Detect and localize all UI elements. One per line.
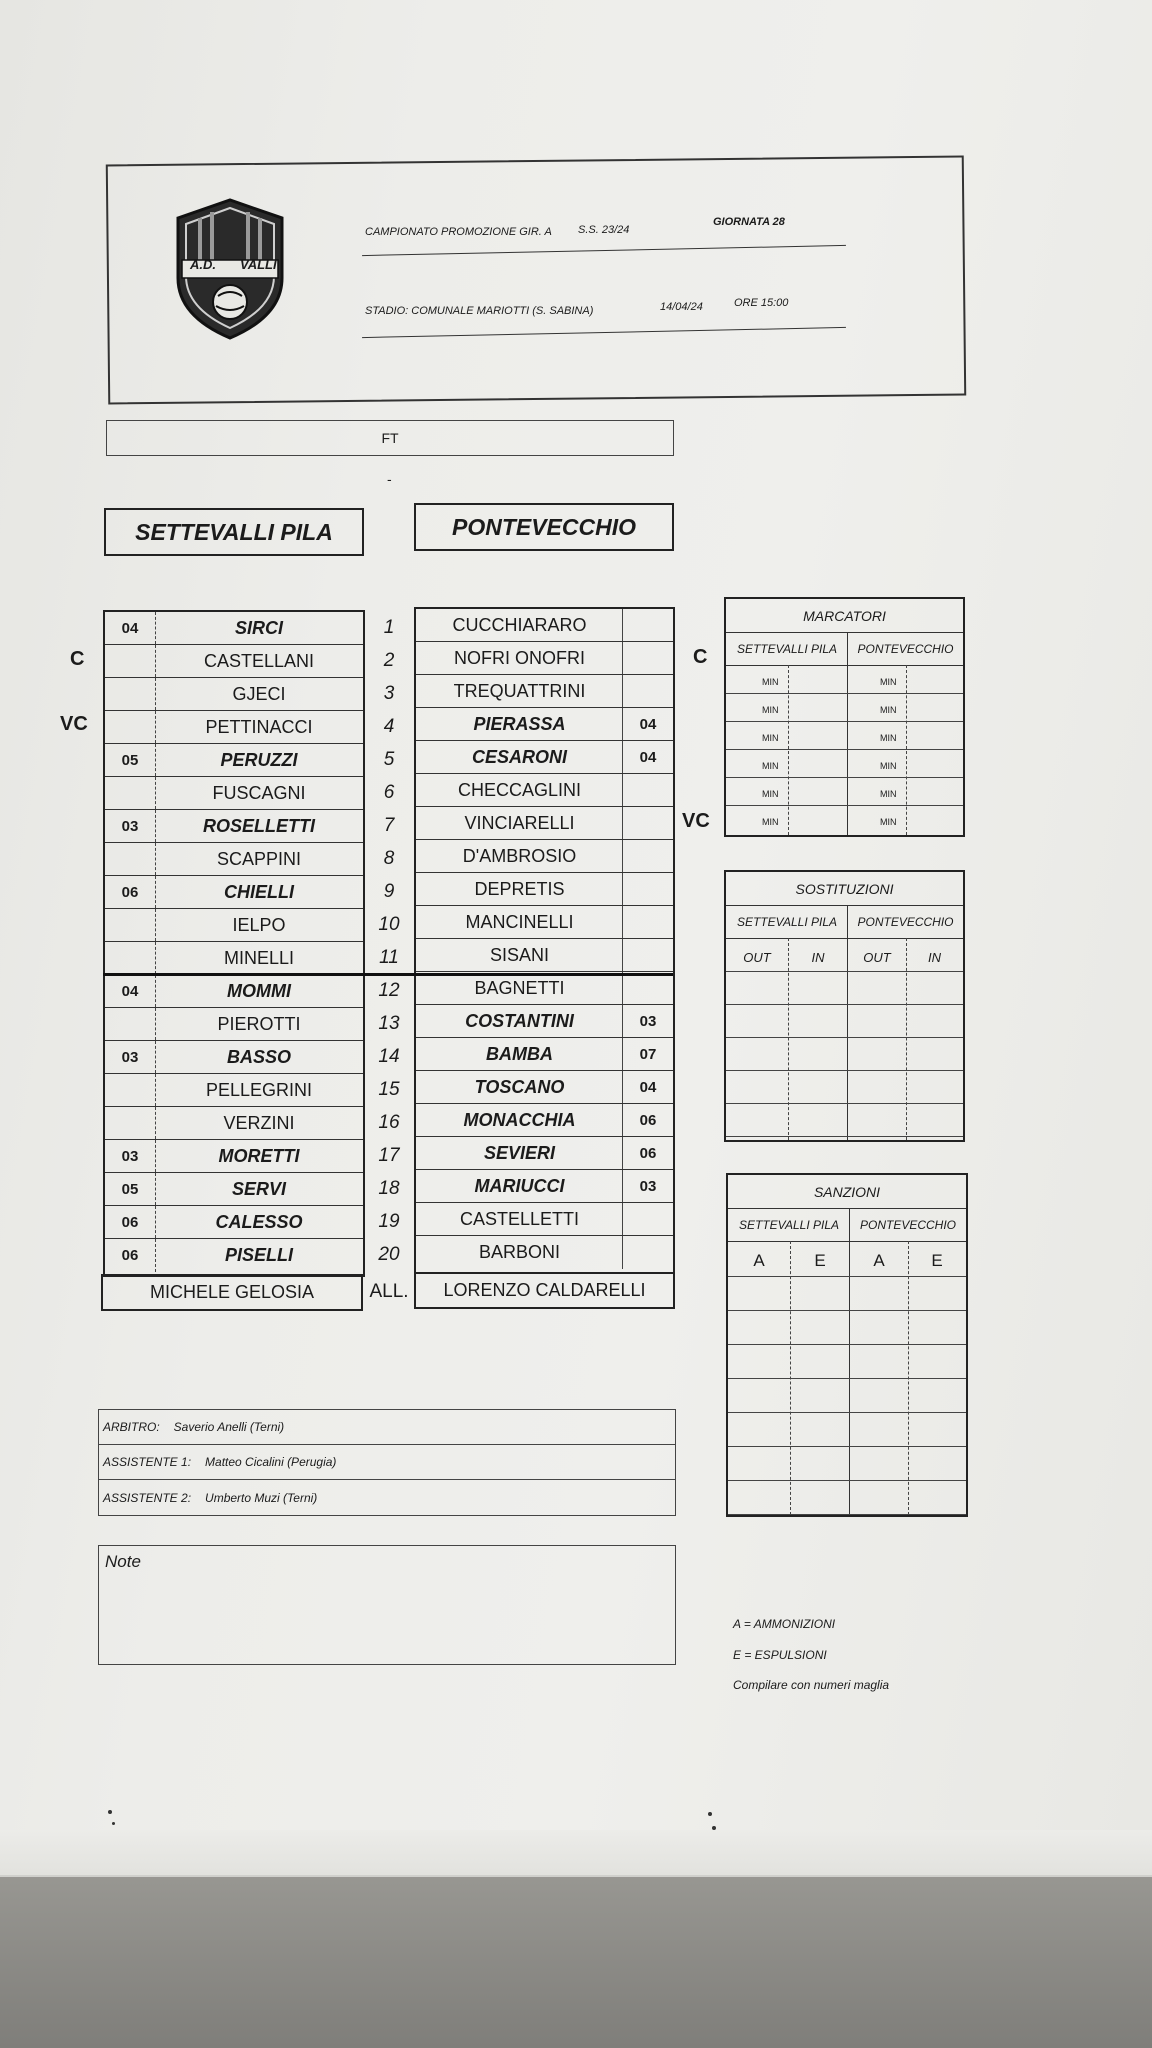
punch-mark — [108, 1810, 112, 1814]
player-name: SCAPPINI — [216, 848, 302, 869]
home-player-row — [105, 645, 363, 678]
card-count — [622, 840, 673, 872]
card-count — [105, 1008, 156, 1040]
jersey-number: 11 — [379, 947, 399, 968]
away-player-row — [416, 675, 673, 708]
minute-label: MIN — [762, 677, 779, 687]
jersey-number: 14 — [378, 1046, 400, 1067]
player-name: BASSO — [226, 1046, 291, 1067]
legend-ammonizioni: A = AMMONIZIONI — [733, 1617, 836, 1631]
player-name: CHECCAGLINI — [457, 779, 582, 800]
card-count: 06 — [622, 1137, 673, 1169]
sanctions-row-line — [728, 1480, 966, 1481]
minute-label: MIN — [762, 705, 779, 715]
away-player-row — [416, 642, 673, 675]
season: S.S. 23/24 — [578, 224, 630, 236]
jersey-number: 3 — [383, 683, 395, 704]
away-player-row — [416, 1137, 673, 1170]
away-player-row — [416, 1236, 673, 1269]
card-count — [622, 675, 673, 707]
away-player-row — [416, 1071, 673, 1104]
card-count — [105, 909, 156, 941]
table-surface — [0, 1860, 1152, 2048]
card-count: 07 — [622, 1038, 673, 1070]
logo-text-valli: VALLI — [240, 257, 277, 272]
home-captain-label: C — [70, 648, 85, 670]
sanctions-title: SANZIONI — [728, 1175, 966, 1209]
subs-away-col: PONTEVECCHIO — [848, 905, 963, 939]
card-count: 04 — [622, 1071, 673, 1103]
minute-label: MIN — [880, 705, 897, 715]
away-player-row — [416, 1005, 673, 1038]
home-player-row — [105, 1074, 363, 1107]
home-player-row — [105, 1041, 363, 1074]
minute-label: MIN — [880, 733, 897, 743]
scorer-row-line — [726, 805, 963, 806]
assistant-2-label: ASSISTENTE 2: — [103, 1490, 192, 1505]
notes-box — [98, 1545, 676, 1665]
scorers-home-dash — [788, 665, 789, 835]
minute-label: MIN — [880, 761, 897, 771]
card-count — [622, 939, 673, 971]
card-count — [105, 942, 156, 974]
card-count — [622, 873, 673, 905]
away-captain-label: C — [693, 646, 708, 668]
player-name: PIERASSA — [473, 713, 566, 734]
jersey-number: 13 — [378, 1013, 400, 1034]
sanctions-row-line — [728, 1514, 966, 1515]
sanctions-row-line — [728, 1276, 966, 1277]
player-name: CHIELLI — [224, 881, 294, 902]
card-count — [622, 807, 673, 839]
scorers-panel — [724, 597, 965, 837]
legend-instructions: Compilare con numeri maglia — [733, 1678, 890, 1692]
player-name: VINCIARELLI — [464, 812, 575, 833]
home-player-row — [105, 1206, 363, 1239]
subs-home-in: IN — [811, 950, 825, 965]
home-player-row — [105, 1008, 363, 1041]
minute-label: MIN — [762, 733, 779, 743]
minute-label: MIN — [880, 789, 897, 799]
home-player-row — [105, 1239, 363, 1272]
card-count: 06 — [105, 1239, 156, 1272]
jersey-number: 5 — [383, 749, 395, 770]
jersey-number: 7 — [383, 815, 395, 836]
player-name: PIEROTTI — [217, 1013, 301, 1034]
punch-mark — [712, 1826, 716, 1830]
referee-name: Saverio Anelli (Terni) — [173, 1420, 285, 1434]
away-player-row — [416, 774, 673, 807]
away-team-name: PONTEVECCHIO — [414, 503, 674, 551]
league-name: CAMPIONATO PROMOZIONE GIR. A — [365, 226, 552, 238]
card-count: 05 — [105, 1173, 156, 1205]
player-name: COSTANTINI — [465, 1010, 574, 1031]
home-vice-captain-label: VC — [60, 713, 88, 735]
player-name: MONACCHIA — [463, 1109, 576, 1130]
subs-away-dash — [906, 938, 907, 1140]
sanctions-row-line — [728, 1378, 966, 1379]
card-count — [105, 645, 156, 677]
jersey-number: 16 — [378, 1112, 400, 1133]
jersey-number: 19 — [378, 1211, 400, 1232]
card-count: 04 — [622, 708, 673, 740]
jersey-number: 17 — [378, 1145, 400, 1166]
card-count: 06 — [622, 1104, 673, 1136]
home-player-row — [105, 810, 363, 843]
jersey-number: 8 — [383, 848, 395, 869]
card-count — [105, 711, 156, 743]
minute-label: MIN — [880, 677, 897, 687]
home-player-row — [105, 843, 363, 876]
home-player-row — [105, 711, 363, 744]
assistant-1-name: Matteo Cicalini (Perugia) — [205, 1455, 337, 1469]
card-count — [622, 1236, 673, 1269]
player-name: D'AMBROSIO — [462, 845, 577, 866]
home-player-row — [105, 975, 363, 1008]
minute-label: MIN — [762, 761, 779, 771]
player-name: MOMMI — [227, 980, 291, 1001]
card-count — [622, 609, 673, 641]
card-count: 03 — [622, 1005, 673, 1037]
away-player-row — [416, 906, 673, 939]
jersey-number: 4 — [383, 716, 395, 737]
minute-label: MIN — [762, 817, 779, 827]
jersey-number: 12 — [378, 980, 400, 1001]
starters-bench-divider — [103, 973, 673, 976]
card-count — [105, 678, 156, 710]
card-count: 03 — [105, 1041, 156, 1073]
away-vice-captain-label: VC — [682, 810, 710, 832]
assistant-1-row — [99, 1445, 675, 1480]
card-count — [622, 1203, 673, 1235]
card-count: 03 — [622, 1170, 673, 1202]
card-count: 06 — [105, 1206, 156, 1238]
scorers-home-col: SETTEVALLI PILA — [726, 632, 848, 666]
player-name: TOSCANO — [474, 1076, 565, 1097]
card-count: 03 — [105, 1140, 156, 1172]
subs-title: SOSTITUZIONI — [726, 872, 963, 906]
home-player-row — [105, 777, 363, 810]
subs-row-line — [726, 1004, 963, 1005]
player-name: IELPO — [232, 914, 286, 935]
away-roster — [414, 607, 675, 1274]
scorers-title: MARCATORI — [726, 599, 963, 633]
player-name: CASTELLETTI — [459, 1208, 580, 1229]
card-count: 06 — [105, 876, 156, 908]
sanctions-row-line — [728, 1446, 966, 1447]
player-name: NOFRI ONOFRI — [454, 647, 585, 668]
player-name: BAMBA — [486, 1043, 553, 1064]
subs-row-line — [726, 1103, 963, 1104]
away-player-row — [416, 708, 673, 741]
notes-label: Note — [105, 1552, 141, 1571]
subs-row-line — [726, 1070, 963, 1071]
sanctions-home-e: E — [814, 1251, 826, 1270]
player-name: FUSCAGNI — [212, 782, 306, 803]
player-name: DEPRETIS — [474, 878, 565, 899]
player-name: BAGNETTI — [474, 977, 565, 998]
subs-row-line — [726, 1136, 963, 1137]
match-date: 14/04/24 — [660, 301, 703, 313]
scorer-row-line — [726, 693, 963, 694]
punch-mark — [112, 1822, 115, 1825]
player-name: PETTINACCI — [205, 716, 313, 737]
player-name: SIRCI — [234, 617, 283, 638]
home-player-row — [105, 744, 363, 777]
card-count — [105, 843, 156, 875]
card-count — [622, 774, 673, 806]
result-status: FT — [381, 430, 399, 446]
player-name: PISELLI — [224, 1245, 293, 1265]
referee-row — [99, 1410, 675, 1445]
logo-text-ad: A.D. — [190, 257, 216, 272]
player-name: MARIUCCI — [474, 1175, 565, 1196]
stadium: STADIO: COMUNALE MARIOTTI (S. SABINA) — [365, 305, 594, 317]
jersey-number: 1 — [383, 617, 395, 638]
player-name: PELLEGRINI — [205, 1079, 313, 1100]
punch-mark — [708, 1812, 712, 1816]
home-player-row — [105, 678, 363, 711]
subs-row-line — [726, 971, 963, 972]
away-player-row — [416, 939, 673, 972]
subs-away-out: OUT — [863, 950, 891, 965]
card-count — [622, 972, 673, 1004]
player-name: SISANI — [489, 944, 550, 965]
score-separator: - — [387, 471, 392, 487]
home-team-name: SETTEVALLI PILA — [104, 508, 364, 556]
away-player-row — [416, 1038, 673, 1071]
away-player-row — [416, 1203, 673, 1236]
card-count — [105, 1074, 156, 1106]
sanctions-away-a: A — [873, 1251, 885, 1270]
home-player-row — [105, 942, 363, 975]
assistant-1-label: ASSISTENTE 1: — [103, 1455, 192, 1469]
player-name: MORETTI — [218, 1145, 300, 1166]
home-roster — [103, 610, 365, 1277]
home-player-row — [105, 1140, 363, 1173]
sanctions-row-line — [728, 1412, 966, 1413]
scorers-away-col: PONTEVECCHIO — [848, 632, 963, 666]
scorer-row-line — [726, 721, 963, 722]
sanctions-home-col: SETTEVALLI PILA — [728, 1208, 850, 1242]
minute-label: MIN — [762, 789, 779, 799]
assistant-2-name: Umberto Muzi (Terni) — [205, 1490, 318, 1505]
player-name: MANCINELLI — [465, 911, 574, 932]
scorer-row-line — [726, 749, 963, 750]
subs-home-dash — [788, 938, 789, 1140]
player-name: BARBONI — [478, 1242, 561, 1262]
card-count — [622, 906, 673, 938]
player-name: CALESSO — [215, 1211, 303, 1232]
player-name: MINELLI — [223, 947, 295, 968]
card-count — [105, 777, 156, 809]
player-name: ROSELLETTI — [203, 815, 315, 836]
away-player-row — [416, 807, 673, 840]
away-player-row — [416, 609, 673, 642]
card-count — [622, 642, 673, 674]
minute-label: MIN — [880, 817, 897, 827]
assistant-2-row — [99, 1480, 675, 1515]
coach-label: ALL. — [369, 1281, 409, 1302]
away-player-row — [416, 972, 673, 1005]
jersey-number: 15 — [378, 1079, 400, 1100]
player-name: CASTELLANI — [203, 650, 315, 671]
card-count: 05 — [105, 744, 156, 776]
sanctions-row-line — [728, 1344, 966, 1345]
substitutions-panel — [724, 870, 965, 1142]
away-player-row — [416, 741, 673, 774]
jersey-number: 20 — [378, 1244, 400, 1265]
subs-away-in: IN — [928, 950, 941, 965]
home-player-row — [105, 876, 363, 909]
home-coach: MICHELE GELOSIA — [101, 1274, 363, 1311]
sanctions-home-a: A — [753, 1251, 765, 1270]
card-count — [105, 1107, 156, 1139]
player-name: GJECI — [232, 683, 286, 704]
sanctions-row-line — [728, 1310, 966, 1311]
away-player-row — [416, 873, 673, 906]
player-name: PERUZZI — [220, 749, 298, 770]
sanctions-panel — [726, 1173, 968, 1517]
jersey-number: 10 — [378, 914, 400, 935]
player-name: SEVIERI — [483, 1142, 556, 1163]
away-coach: LORENZO CALDARELLI — [414, 1272, 675, 1309]
player-name: SERVI — [231, 1178, 287, 1199]
player-name: CESARONI — [471, 746, 567, 767]
subs-row-line — [726, 1037, 963, 1038]
player-name: VERZINI — [223, 1112, 295, 1133]
card-count: 04 — [105, 612, 156, 644]
sanctions-away-col: PONTEVECCHIO — [850, 1208, 966, 1242]
home-player-row — [105, 1107, 363, 1140]
home-player-row — [105, 1173, 363, 1206]
sanctions-away-e: E — [931, 1251, 943, 1270]
card-count: 04 — [622, 741, 673, 773]
subs-home-col: SETTEVALLI PILA — [726, 905, 848, 939]
officials-box — [98, 1409, 676, 1516]
jersey-number: 2 — [383, 650, 395, 671]
jersey-number: 6 — [383, 782, 395, 803]
away-player-row — [416, 1104, 673, 1137]
scorers-away-dash — [906, 665, 907, 835]
jersey-number: 9 — [383, 881, 395, 902]
referee-label: ARBITRO: — [103, 1420, 160, 1434]
player-name: TREQUATTRINI — [453, 680, 586, 701]
match-time: ORE 15:00 — [734, 297, 789, 309]
away-player-row — [416, 840, 673, 873]
card-count: 04 — [105, 975, 156, 1007]
round: GIORNATA 28 — [713, 216, 785, 228]
sheet-fold — [0, 1830, 1152, 1875]
jersey-number: 18 — [378, 1178, 400, 1199]
home-player-row — [105, 909, 363, 942]
home-player-row — [105, 612, 363, 645]
result-box — [106, 420, 674, 456]
card-count: 03 — [105, 810, 156, 842]
player-name: CUCCHIARARO — [452, 614, 587, 635]
legend-espulsioni: E = ESPULSIONI — [733, 1648, 827, 1662]
subs-col-divider — [847, 905, 848, 1140]
subs-home-out: OUT — [743, 950, 771, 965]
away-player-row — [416, 1170, 673, 1203]
scorer-row-line — [726, 777, 963, 778]
